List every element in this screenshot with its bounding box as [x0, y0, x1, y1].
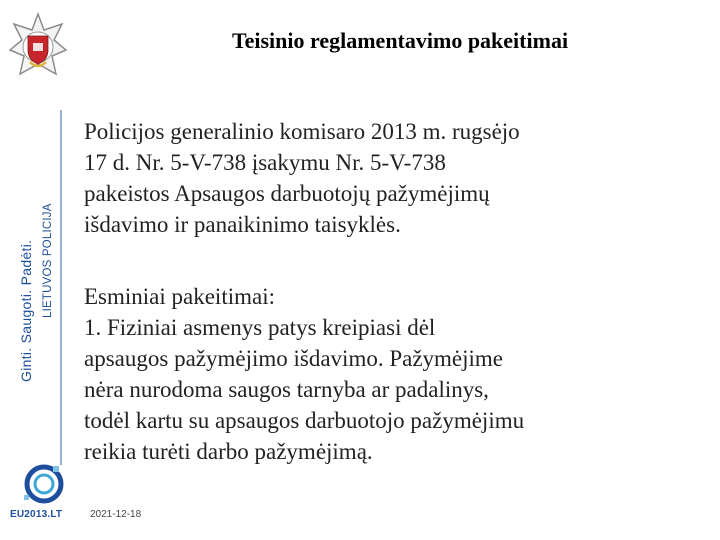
text-line: 1. Fiziniai asmenys patys kreipiasi dėl — [84, 315, 436, 340]
body-paragraph-1 — [84, 116, 686, 240]
text-line: Esminiai pakeitimai: — [84, 284, 275, 309]
slide-date: 2021-12-18 — [90, 509, 142, 520]
text-line: pakeistos Apsaugos darbuotojų pažymėjimų — [84, 181, 490, 206]
sidebar-agency-label: LIETUVOS POLICIJA — [42, 203, 54, 318]
text-line: reikia turėti darbo pažymėjimą. — [84, 439, 373, 464]
text-line: Policijos generalinio komisaro 2013 m. rugsėjo — [84, 119, 520, 144]
text-line: išdavimo ir panaikinimo taisyklės. — [84, 212, 401, 237]
eu-presidency-label: EU2013.LT — [10, 509, 63, 520]
police-star-badge-icon — [8, 12, 68, 86]
text-line: 17 d. Nr. 5-V-738 įsakymu Nr. 5-V-738 — [84, 150, 446, 175]
sidebar-divider — [60, 110, 62, 465]
body-paragraph-2 — [84, 281, 686, 467]
sidebar-motto: Ginti. Saugoti. Padėti. — [18, 239, 34, 382]
text-line: nėra nurodoma saugos tarnyba ar padalinys, — [84, 377, 489, 402]
page-title: Teisinio reglamentavimo pakeitimai — [231, 28, 569, 53]
eu2013-presidency-logo-icon — [20, 462, 68, 514]
text-line: apsaugos pažymėjimo išdavimo. Pažymėjime — [84, 346, 504, 371]
text-line: todėl kartu su apsaugos darbuotojo pažymėjimu — [84, 408, 525, 433]
